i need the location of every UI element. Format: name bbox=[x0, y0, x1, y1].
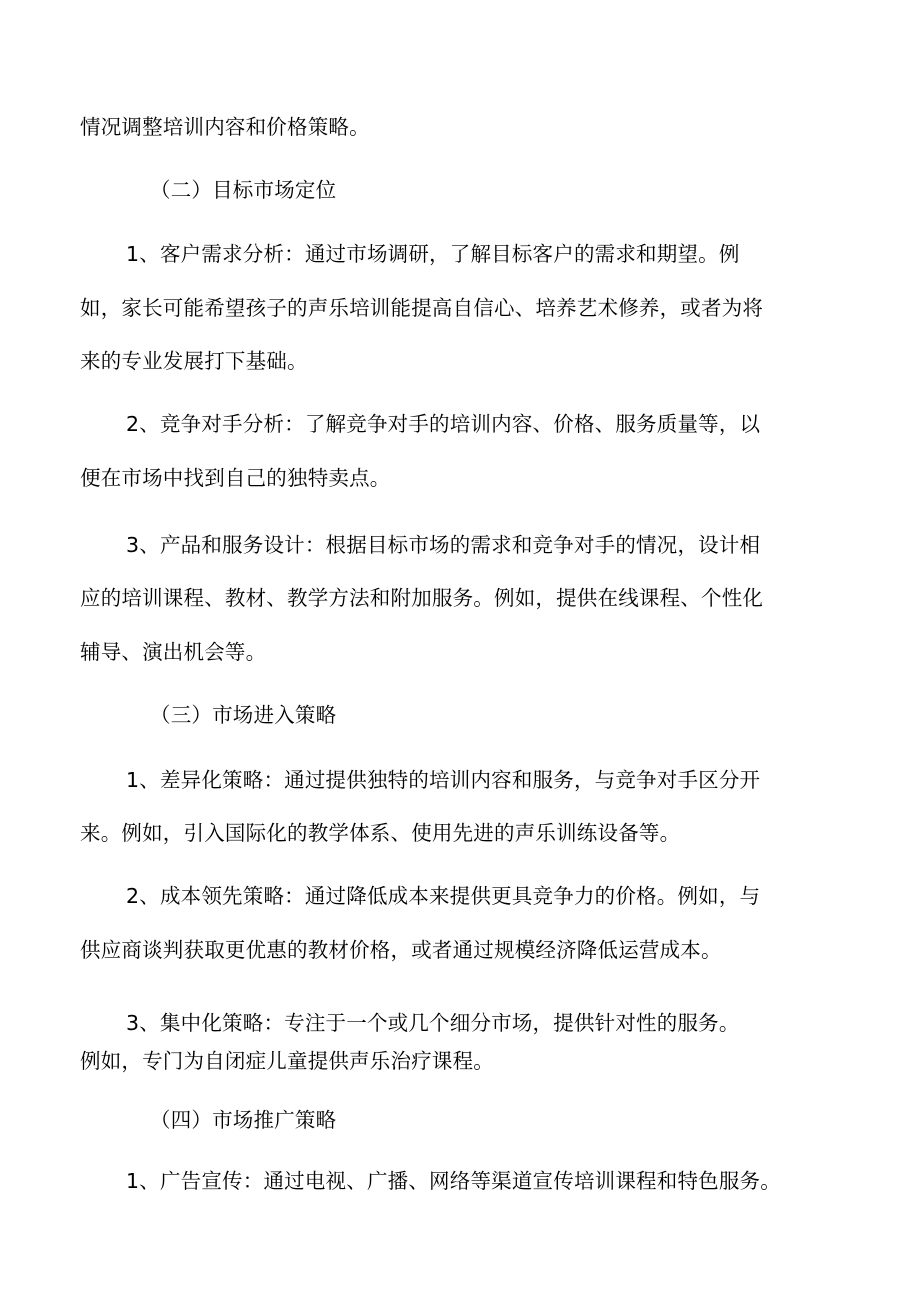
paragraph-line: 来的专业发展打下基础。 bbox=[80, 349, 308, 373]
section-heading: （三）市场进入策略 bbox=[150, 703, 337, 727]
paragraph-line: 例如，专门为自闭症儿童提供声乐治疗课程。 bbox=[80, 1049, 494, 1073]
paragraph-line: 应的培训课程、教材、教学方法和附加服务。例如，提供在线课程、个性化 bbox=[80, 586, 764, 610]
paragraph-line: 3、集中化策略：专注于一个或几个细分市场，提供针对性的服务。 bbox=[126, 1011, 740, 1035]
paragraph-line: 供应商谈判获取更优惠的教材价格，或者通过规模经济降低运营成本。 bbox=[80, 938, 722, 962]
section-heading: （二）目标市场定位 bbox=[150, 178, 337, 202]
paragraph-line: 如，家长可能希望孩子的声乐培训能提高自信心、培养艺术修养，或者为将 bbox=[80, 296, 764, 320]
section-heading: （四）市场推广策略 bbox=[150, 1108, 337, 1132]
paragraph-line: 1、广告宣传：通过电视、广播、网络等渠道宣传培训课程和特色服务。 bbox=[126, 1169, 781, 1193]
paragraph-line: 2、竞争对手分析：了解竞争对手的培训内容、价格、服务质量等，以 bbox=[126, 412, 761, 436]
paragraph-line: 情况调整培训内容和价格策略。 bbox=[80, 115, 370, 139]
paragraph-line: 1、差异化策略：通过提供独特的培训内容和服务，与竞争对手区分开 bbox=[126, 768, 761, 792]
paragraph-line: 3、产品和服务设计：根据目标市场的需求和竞争对手的情况，设计相 bbox=[126, 533, 761, 557]
paragraph-line: 便在市场中找到自己的独特卖点。 bbox=[80, 466, 391, 490]
paragraph-line: 2、成本领先策略：通过降低成本来提供更具竞争力的价格。例如，与 bbox=[126, 884, 761, 908]
paragraph-line: 辅导、演出机会等。 bbox=[80, 640, 267, 664]
paragraph-line: 1、客户需求分析：通过市场调研，了解目标客户的需求和期望。例 bbox=[126, 242, 740, 266]
paragraph-line: 来。例如，引入国际化的教学体系、使用先进的声乐训练设备等。 bbox=[80, 821, 681, 845]
